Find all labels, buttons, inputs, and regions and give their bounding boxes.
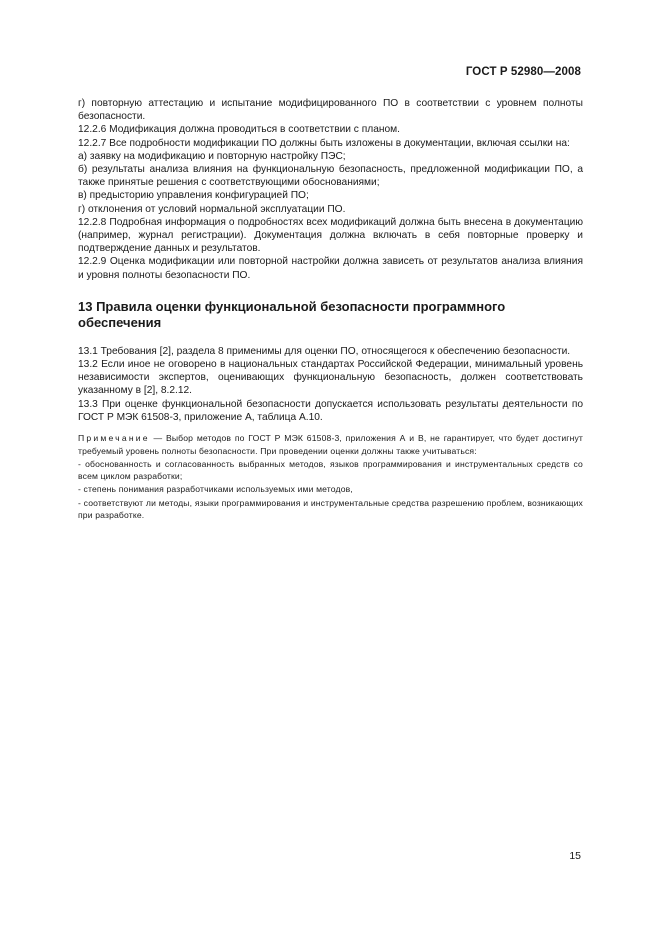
- note-item: - обоснованность и согласованность выбранных методов, языков программирования и инструментальных средств со всем циклом разработки;: [78, 458, 583, 482]
- clause-12-2-9: 12.2.9 Оценка модификации или повторной настройки должна зависеть от результатов анализа влияния и уровня полноты безопасности ПО.: [78, 256, 583, 281]
- clause-12-2-8: 12.2.8 Подробная информация о подробностях всех модификаций должна быть внесена в документацию (например, журнал регистрации). Документация должна включать в себя повторные проверку и подтверждение данных и результатов.: [78, 216, 583, 255]
- note-intro: [78, 432, 583, 457]
- note-label: Примечание: [78, 433, 150, 444]
- list-item-g-reattestation: г) повторную аттестацию и испытание модифицированного ПО в соответствии с уровнем полноты безопасности.: [78, 98, 583, 123]
- clause-12-2-7: 12.2.7 Все подробности модификации ПО должны быть изложены в документации, включая ссылки на:: [78, 137, 570, 149]
- section-13-title: 13 Правила оценки функциональной безопасности программного обеспечения: [78, 298, 506, 330]
- list-item-b: б) результаты анализа влияния на функциональную безопасность, предложенной модификации ПО, а также принятые решения с соответствующими обоснованиями;: [78, 164, 583, 189]
- clause-13-1: 13.1 Требования [2], раздела 8 применимы для оценки ПО, относящегося к обеспечению безопасности.: [78, 345, 571, 357]
- document-body: [78, 97, 583, 522]
- clause-13-3: 13.3 При оценке функциональной безопасности допускается использовать результаты деятельности по ГОСТ Р МЭК 61508-3, приложение А, таблица А.10.: [78, 398, 583, 423]
- list-item-a: а) заявку на модификацию и повторную настройку ПЭС;: [78, 150, 346, 162]
- standard-header: ГОСТ Р 52980—2008: [465, 66, 581, 78]
- note-item: - соответствуют ли методы, языки программирования и инструментальные средства разрешению проблем, возникающих при разработке.: [78, 497, 583, 521]
- clause-12-2-6: 12.2.6 Модификация должна проводиться в соответствии с планом.: [78, 124, 400, 136]
- list-item-g: г) отклонения от условий нормальной эксплуатации ПО.: [78, 203, 346, 215]
- page-number: 15: [569, 850, 581, 862]
- clause-13-2: 13.2 Если иное не оговорено в национальных стандартах Российской Федерации, минимальный уровень независимости экспертов, оценивающих функциональную безопасность, должен соответствовать указанному в [2], 8.2.12.: [78, 359, 583, 397]
- note-item: - степень понимания разработчиками используемых ими методов,: [78, 484, 353, 495]
- note-text: — Выбор методов по ГОСТ Р МЭК 61508-3, приложения А и В, не гарантирует, что будет достигнут требуемый уровень полноты безопасности. При проведении оценки должны также учитываться:: [78, 433, 583, 456]
- note-block: [78, 432, 583, 522]
- list-item-v: в) предысторию управления конфигурацией ПО;: [78, 190, 309, 202]
